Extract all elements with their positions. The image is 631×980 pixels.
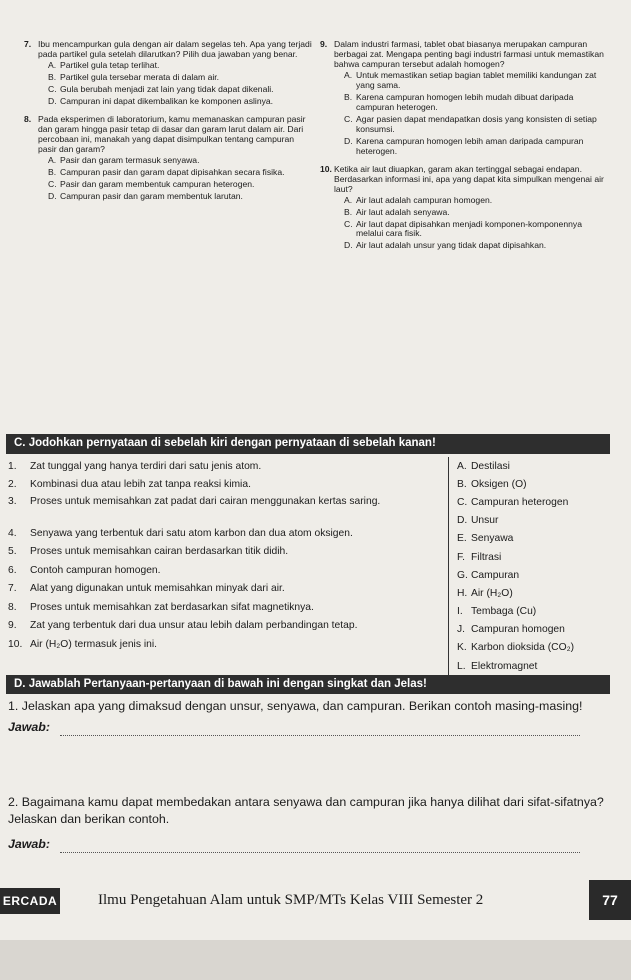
statement-number: 6. <box>8 564 17 576</box>
right-column <box>320 40 610 259</box>
option-text: Untuk memastikan setiap bagian tablet memiliki kandungan zat yang sama. <box>356 69 597 90</box>
answer-key: C. <box>457 496 468 508</box>
statement-number: 7. <box>8 583 17 595</box>
answer-row <box>449 584 604 602</box>
answer-row <box>449 603 604 621</box>
question-text: Ketika air laut diuapkan, garam akan tertinggal sebagai endapan. Berdasarkan informasi ini, apa yang dapat kita simpulkan mengenai air laut? <box>334 163 604 194</box>
background-surface <box>0 940 631 980</box>
option <box>344 196 610 206</box>
statement-row <box>6 561 448 580</box>
question-7 <box>24 40 312 109</box>
jawab-label: Jawab: <box>8 837 51 852</box>
statement-row <box>6 617 448 636</box>
option-text: Pasir dan garam membentuk campuran heterogen. <box>60 178 255 189</box>
answer-key: D. <box>457 515 468 527</box>
option <box>48 192 312 202</box>
option <box>48 61 312 71</box>
option-text: Karena campuran homogen lebih mudah dibuat daripada campuran heterogen. <box>356 91 574 112</box>
option-letter: A. <box>48 154 57 165</box>
page-footer <box>0 880 631 926</box>
statement-number: 4. <box>8 527 17 539</box>
essay-question-1 <box>8 698 608 736</box>
answer-key: F. <box>457 551 466 563</box>
answer-text: Campuran homogen <box>471 624 565 636</box>
answer-key: A. <box>457 460 467 472</box>
question-number: 9. <box>320 39 328 49</box>
option <box>48 180 312 190</box>
question-number: 10. <box>320 163 332 174</box>
answer-row <box>449 493 604 511</box>
publisher-badge: ERCADA <box>0 888 60 914</box>
option <box>344 241 610 251</box>
statement-row <box>6 580 448 599</box>
answer-text: Elektromagnet <box>471 660 538 672</box>
answer-text: Oksigen (O) <box>471 478 527 490</box>
option <box>48 73 312 83</box>
option-text: Air laut adalah unsur yang tidak dapat dipisahkan. <box>356 240 547 251</box>
option-letter: B. <box>48 71 57 82</box>
question-number: 7. <box>24 39 32 49</box>
answer-row <box>8 836 608 853</box>
answer-text: Tembaga (Cu) <box>471 606 537 618</box>
answer-text: Destilasi <box>471 460 510 472</box>
statement-number: 1. <box>8 460 17 472</box>
option-letter: A. <box>344 69 353 80</box>
answer-key: B. <box>457 478 467 490</box>
answer-row <box>449 548 604 566</box>
option-text: Agar pasien dapat mendapatkan dosis yang konsisten di setiap konsumsi. <box>356 113 597 134</box>
option <box>344 220 610 240</box>
answer-row <box>449 457 604 475</box>
statement-number: 9. <box>8 620 17 632</box>
answer-line[interactable] <box>60 723 580 736</box>
answer-text: Campuran <box>471 569 520 581</box>
statement-number: 10. <box>8 638 23 650</box>
statement-text: Proses untuk memisahkan zat berdasarkan sifat magnetiknya. <box>30 601 314 613</box>
option-text: Pasir dan garam termasuk senyawa. <box>60 154 200 165</box>
question-text: Ibu mencampurkan gula dengan air dalam segelas teh. Apa yang terjadi pada partikel gula setelah dilarutkan? Pilih dua jawaban yang benar. <box>38 39 312 59</box>
option-letter: C. <box>48 178 57 189</box>
statement-row <box>6 543 448 562</box>
answer-text: Air (H₂O) <box>471 587 513 599</box>
option <box>48 97 312 107</box>
option-letter: D. <box>48 95 57 106</box>
option-text: Air laut adalah campuran homogen. <box>356 194 493 205</box>
essay-question-text: 2. Bagaimana kamu dapat membedakan antara senyawa dan campuran jika hanya dilihat dari sifat-sifatnya? Jelaskan dan berikan contoh. <box>8 795 604 827</box>
answer-key: I. <box>457 606 463 618</box>
option-letter: B. <box>344 206 353 217</box>
option-text: Air laut dapat dipisahkan menjadi komponen-komponennya melalui cara fisik. <box>356 218 582 239</box>
statement-text: Contoh campuran homogen. <box>30 564 161 576</box>
question-9 <box>320 40 610 159</box>
statement-row <box>6 524 448 543</box>
option-letter: D. <box>344 240 353 251</box>
option <box>48 168 312 178</box>
answer-line[interactable] <box>60 840 580 853</box>
option-text: Partikel gula tetap terlihat. <box>60 59 160 70</box>
answer-key: L. <box>457 660 466 672</box>
option-letter: C. <box>48 83 57 94</box>
answer-row <box>449 621 604 639</box>
statement-text: Senyawa yang terbentuk dari satu atom karbon dan dua atom oksigen. <box>30 527 353 539</box>
question-10 <box>320 165 610 254</box>
statement-text: Air (H₂O) termasuk jenis ini. <box>30 638 158 650</box>
answer-row <box>449 475 604 493</box>
statement-text: Alat yang digunakan untuk memisahkan minyak dari air. <box>30 583 285 595</box>
question-text: Dalam industri farmasi, tablet obat biasanya merupakan campuran berbagai zat. Mengapa penting bagi industri farmasi untuk memastikan bahwa campuran tersebut adalah homogen? <box>334 39 604 69</box>
essay-question-2 <box>8 794 608 853</box>
option-text: Air laut adalah senyawa. <box>356 206 450 217</box>
answer-row <box>449 530 604 548</box>
statement-text: Proses untuk memisahkan cairan berdasarkan titik didih. <box>30 546 289 558</box>
answer-text: Unsur <box>471 515 499 527</box>
answer-key: G. <box>457 569 468 581</box>
option <box>344 208 610 218</box>
option-text: Campuran ini dapat dikembalikan ke komponen aslinya. <box>60 95 274 106</box>
section-c-header: C. Jodohkan pernyataan di sebelah kiri dengan pernyataan di sebelah kanan! <box>6 434 610 454</box>
answer-text: Senyawa <box>471 533 514 545</box>
answer-row <box>449 657 604 675</box>
option <box>344 137 610 157</box>
option <box>344 71 610 91</box>
page-number: 77 <box>589 880 631 920</box>
statement-row <box>6 476 448 495</box>
answer-key: K. <box>457 642 467 654</box>
answer-text: Karbon dioksida (CO₂) <box>471 642 575 654</box>
jawab-label: Jawab: <box>8 720 51 735</box>
question-8 <box>24 115 312 204</box>
answer-key: H. <box>457 587 468 599</box>
statement-number: 3. <box>8 496 17 507</box>
answer-row <box>449 512 604 530</box>
statement-row <box>6 457 448 476</box>
option <box>48 156 312 166</box>
matching-answers <box>449 457 605 675</box>
option-text: Karena campuran homogen lebih aman daripada campuran heterogen. <box>356 135 584 156</box>
question-number: 8. <box>24 113 32 124</box>
statement-text: Proses untuk memisahkan zat padat dari cairan menggunakan kertas saring. <box>30 496 381 507</box>
answer-row <box>449 639 604 657</box>
option-letter: B. <box>48 166 57 177</box>
question-text: Pada eksperimen di laboratorium, kamu memanaskan campuran pasir dan garam hingga pasir tetap di dasar dan garam larut dalam air. Dari percobaan ini, manakah yang dapat disimpulkan tentang campuran pasir dan garam? <box>38 113 306 154</box>
statement-text: Kombinasi dua atau lebih zat tanpa reaksi kimia. <box>30 479 251 491</box>
statement-number: 8. <box>8 601 17 613</box>
answer-row <box>8 719 608 736</box>
statement-row <box>6 635 448 654</box>
statement-text: Zat yang terbentuk dari dua unsur atau lebih dalam perbandingan tetap. <box>30 620 358 632</box>
left-column <box>24 40 312 210</box>
statement-row <box>6 494 448 524</box>
answer-key: J. <box>457 624 466 636</box>
option-letter: D. <box>344 135 353 146</box>
answer-key: E. <box>457 533 467 545</box>
option-letter: A. <box>344 194 353 205</box>
answer-text: Campuran heterogen <box>471 496 569 508</box>
option-letter: C. <box>344 218 353 229</box>
option-letter: C. <box>344 113 353 124</box>
matching-statements <box>6 457 449 675</box>
statement-number: 5. <box>8 546 17 558</box>
answer-row <box>449 566 604 584</box>
statement-text: Zat tunggal yang hanya terdiri dari satu jenis atom. <box>30 460 262 472</box>
statement-number: 2. <box>8 479 17 491</box>
option-text: Partikel gula tersebar merata di dalam air. <box>60 71 220 82</box>
option-text: Campuran pasir dan garam dapat dipisahkan secara fisika. <box>60 166 285 177</box>
matching-table <box>6 457 604 675</box>
book-title: Ilmu Pengetahuan Alam untuk SMP/MTs Kelas VIII Semester 2 <box>98 892 484 908</box>
answer-text: Filtrasi <box>471 551 502 563</box>
option <box>344 93 610 113</box>
option-text: Gula berubah menjadi zat lain yang tidak dapat dikenali. <box>60 83 274 94</box>
option-letter: B. <box>344 91 353 102</box>
multiple-choice-columns <box>24 40 614 432</box>
option-letter: A. <box>48 59 57 70</box>
statement-row <box>6 598 448 617</box>
option-text: Campuran pasir dan garam membentuk larutan. <box>60 190 243 201</box>
section-d-header: D. Jawablah Pertanyaan-pertanyaan di bawah ini dengan singkat dan Jelas! <box>6 675 610 694</box>
option-letter: D. <box>48 190 57 201</box>
option <box>344 115 610 135</box>
option <box>48 85 312 95</box>
essay-question-text: 1. Jelaskan apa yang dimaksud dengan unsur, senyawa, dan campuran. Berikan contoh masing-masing! <box>8 699 583 713</box>
